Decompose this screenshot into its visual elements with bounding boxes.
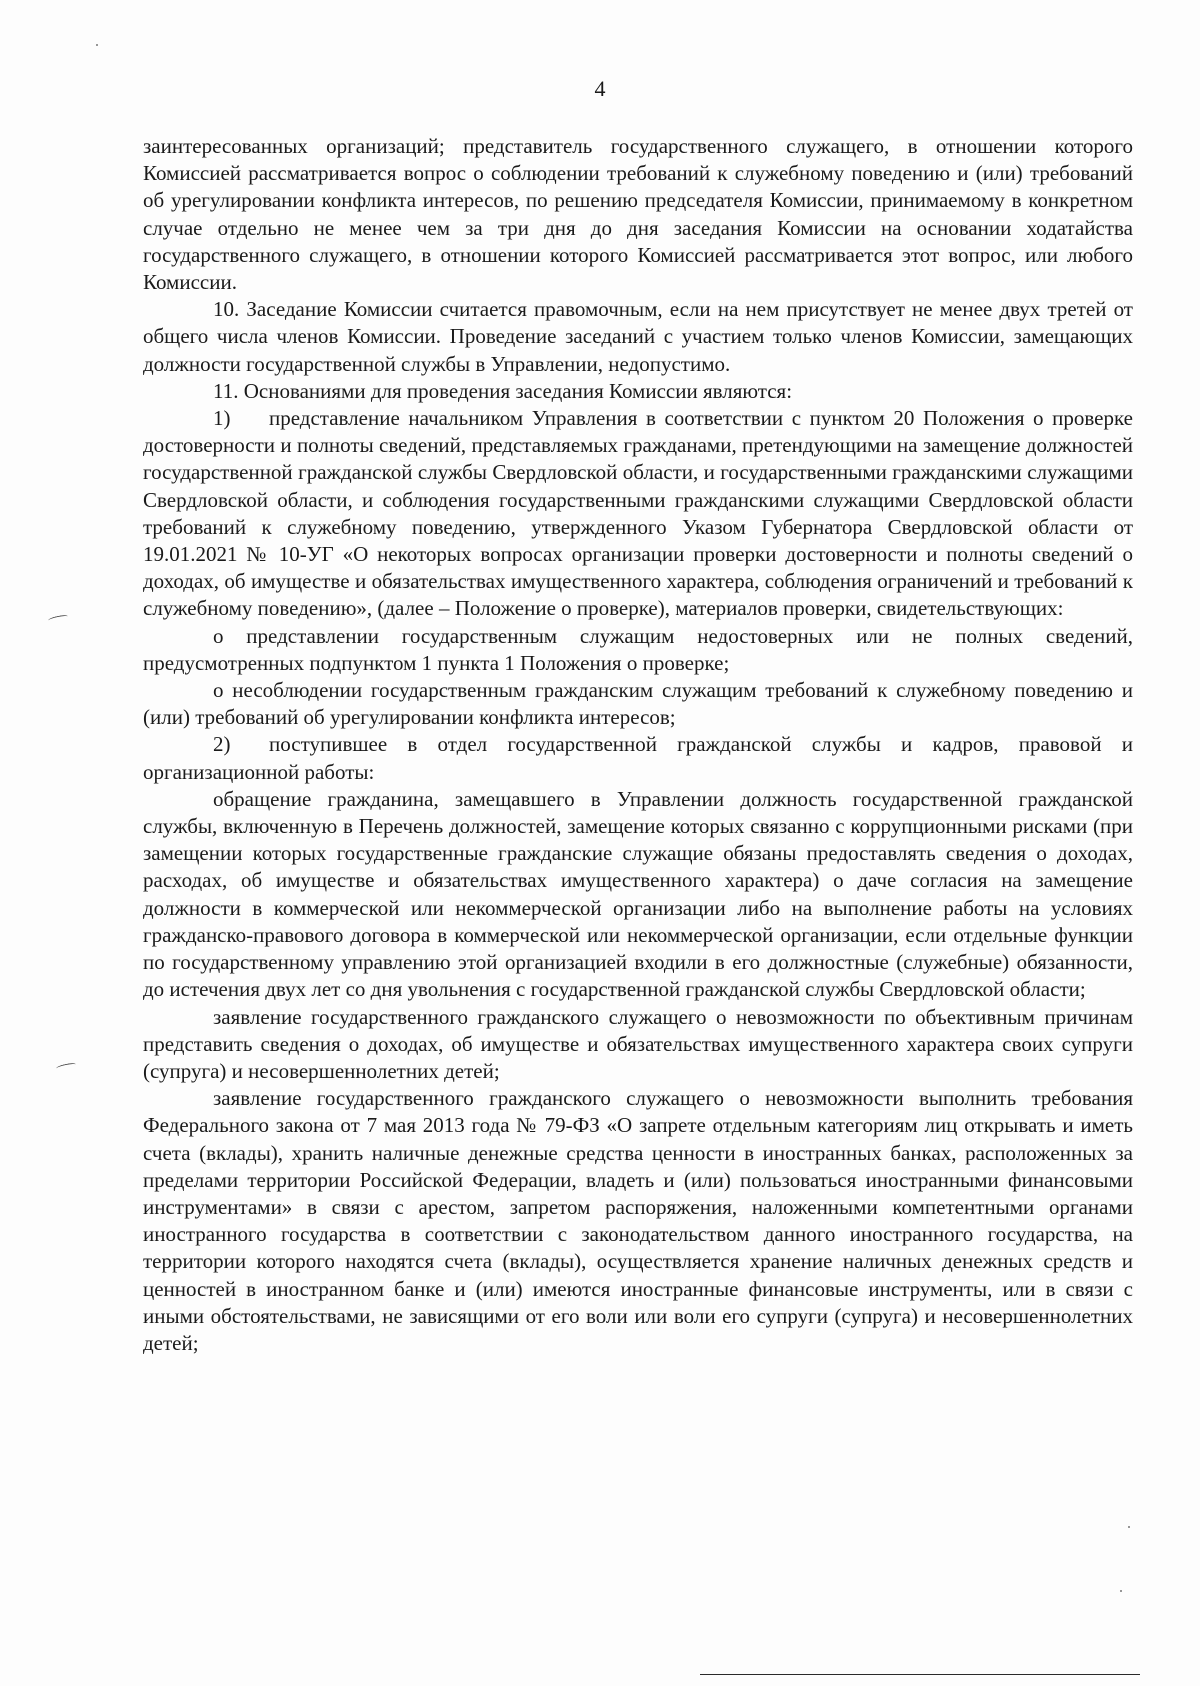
sub-item-income-statement: заявление государственного гражданского служащего о невозможности по объективным причинам представить сведения о доходах, об имуществе и обязательствах имущественного характера своих супруги (супруга) и несовершеннолетних детей; <box>143 1004 1133 1083</box>
sub-item-false-info: о представлении государственным служащим недостоверных или не полных сведений, предусмотренных подпунктом 1 пункта 1 Положения о проверке; <box>143 623 1133 675</box>
bottom-rule <box>700 1674 1140 1675</box>
paragraph-11-heading: 11. Основаниями для проведения заседания Комиссии являются: <box>213 378 793 403</box>
scan-artifact-mark <box>56 1062 77 1071</box>
paragraph-10: 10. Заседание Комиссии считается правомочным, если на нем присутствует не менее двух третей от общего числа членов Комиссии. Проведение заседаний с участием только членов Комиссии, замещающих должности государственной службы в Управлении, недопустимо. <box>143 297 1133 376</box>
paragraph-continuation: заинтересованных организаций; представитель государственного служащего, в отношении которого Комиссией рассматривается вопрос о соблюдении требований к служебному поведению и (или) требований об урегулировании конфликта интересов, по решению председателя Комиссии, принимаемому в конкретном случае отдельно не менее чем за три дня до дня заседания Комиссии на основании ходатайства государственного служащего, в отношении которого Комиссией рассматривается этот вопрос, или любого Комиссии. <box>143 134 1133 295</box>
scan-artifact-speck <box>96 44 98 46</box>
list-item-1 <box>143 405 1133 623</box>
scan-artifact-speck <box>1120 1590 1122 1592</box>
sub-item-foreign-accounts: заявление государственного гражданского служащего о невозможности выполнить требования Федерального закона от 7 мая 2013 года № 79-ФЗ «О запрете отдельным категориям лиц открывать и иметь счета (вклады), хранить наличные денежные средства ценности в иностранных банках, расположенных за пределами территории Российской Федерации, владеть и (или) пользоваться иностранными финансовыми инструментами» в связи с арестом, запретом распоряжения, наложенными компетентными органами иностранного государства в соответствии с законодательством данного иностранного государства, на территории которого находятся счета (вклады), осуществляется хранение наличных денежных средств и ценностей в иностранном банке и (или) имеются иностранные финансовые инструменты, или в связи с иными обстоятельствами, не зависящими от его воли или воли его супруги (супруга) и несовершеннолетних детей; <box>143 1086 1133 1355</box>
list-item-1-text: представление начальником Управления в соответствии с пунктом 20 Положения о проверке достоверности и полноты сведений, представляемых гражданами, претендующими на замещение должностей государственной гражданской службы Свердловской области, и государственными гражданскими служащими Свердловской области, и соблюдения государственными гражданскими служащими Свердловской области требований к служебному поведению, утвержденного Указом Губернатора Свердловской области от 19.01.2021 № 10-УГ «О некоторых вопросах организации проверки достоверности и полноты сведений о доходах, об имуществе и обязательствах имущественного характера, соблюдения ограничений и требований к служебному поведению», (далее – Положение о проверке), материалов проверки, свидетельствующих: <box>143 406 1133 621</box>
sub-item-noncompliance: о несоблюдении государственным гражданским служащим требований к служебному поведению и (или) требований об урегулировании конфликта интересов; <box>143 678 1133 730</box>
list-item-2-label: 2) <box>213 732 231 757</box>
scan-artifact-speck <box>1128 1526 1130 1528</box>
scan-artifact-mark <box>48 614 69 623</box>
list-item-2-text: поступившее в отдел государственной гражданской службы и кадров, правовой и организационной работы: <box>143 732 1133 784</box>
list-item-1-label: 1) <box>213 406 231 431</box>
list-item-2 <box>143 731 1133 785</box>
document-body <box>143 133 1133 1357</box>
sub-item-citizen-appeal: обращение гражданина, замещавшего в Управлении должность государственной гражданской службы, включенную в Перечень должностей, замещение которых связанно с коррупционными рисками (при замещении которых государственные гражданские служащие обязаны предоставлять сведения о доходах, расходах, об имуществе и обязательствах имущественного характера) о даче согласия на замещение должности в коммерческой или некоммерческой организации либо на выполнение работы на условиях гражданско-правового договора в коммерческой или некоммерческой организации, если отдельные функции по государственному управлению этой организацией входили в его должностные (служебные) обязанности, до истечения двух лет со дня увольнения с государственной гражданской службы Свердловской области; <box>143 786 1133 1002</box>
page-number: 4 <box>594 76 606 101</box>
